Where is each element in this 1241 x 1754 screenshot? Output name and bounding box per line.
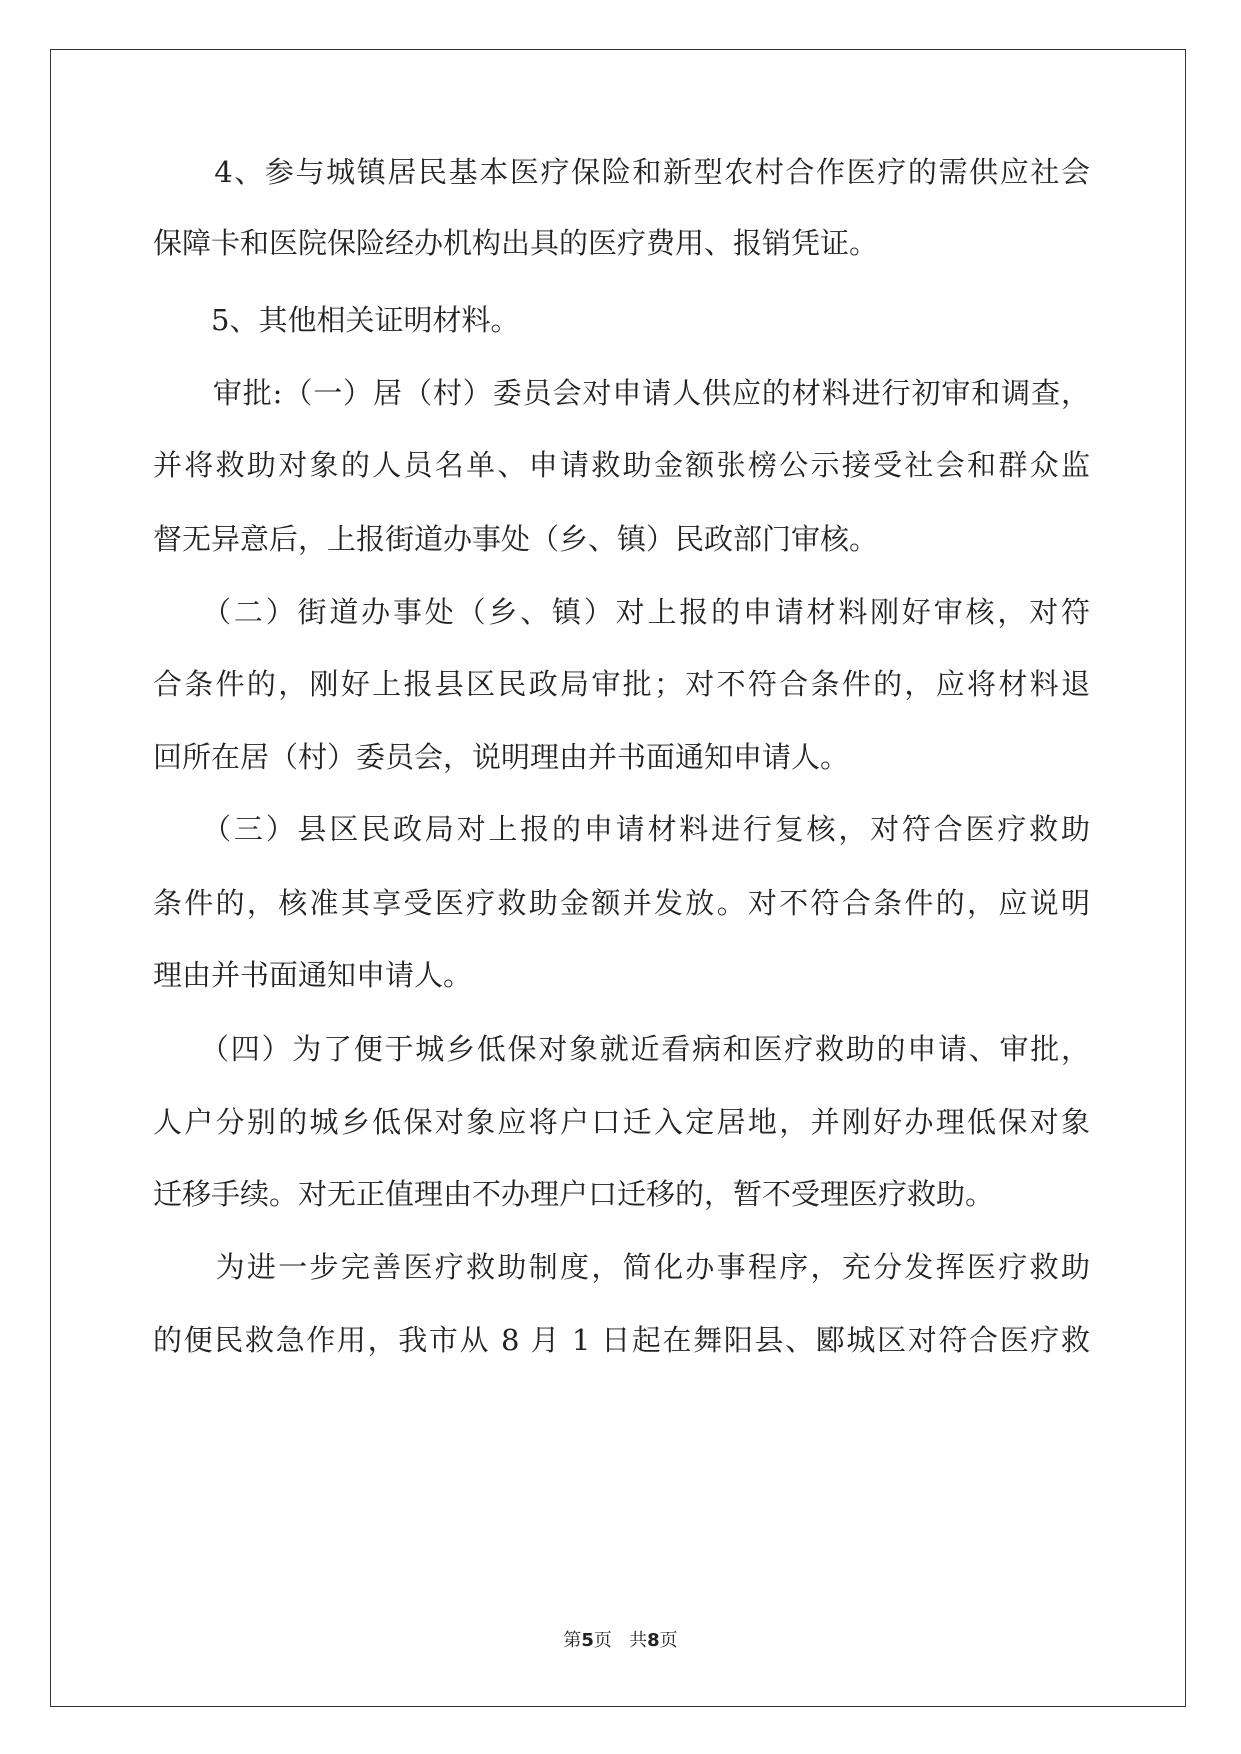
text-line: 的便民救急作用，我市从 8 月 1 日起在舞阳县、郾城区对符合医疗救 [153,1323,1090,1357]
page-border [50,49,1186,1707]
footer-total-pages: 8 [647,1630,660,1651]
footer-total-prefix: 共 [629,1630,648,1651]
text-line: 迁移手续。对无正值理由不办理户口迁移的，暂不受理医疗救助。 [153,1177,995,1211]
text-line: 审批:（一）居（村）委员会对申请人供应的材料进行初审和调查， [153,376,1090,410]
text-line: 回所在居（村）委员会，说明理由并书面通知申请人。 [153,740,850,774]
text-line: 督无异意后，上报街道办事处（乡、镇）民政部门审核。 [153,522,879,556]
text-line: 合条件的，刚好上报县区民政局审批；对不符合条件的，应将材料退 [153,667,1090,701]
page-footer [0,1629,1241,1653]
footer-page-suffix: 页 [593,1630,612,1651]
text-line: 保障卡和医院保险经办机构出具的医疗费用、报销凭证。 [153,226,879,260]
text-line: 理由并书面通知申请人。 [153,958,473,992]
text-line: 条件的，核准其享受医疗救助金额并发放。对不符合条件的，应说明 [153,886,1090,920]
text-line: 为进一步完善医疗救助制度，简化办事程序，充分发挥医疗救助 [153,1250,1090,1284]
text-line: 5、其他相关证明材料。 [153,303,520,337]
text-line: （四）为了便于城乡低保对象就近看病和医疗救助的申请、审批， [153,1032,1090,1066]
text-line: 4、参与城镇居民基本医疗保险和新型农村合作医疗的需供应社会 [153,155,1090,189]
text-line: 人户分别的城乡低保对象应将户口迁入定居地，并刚好办理低保对象 [153,1105,1090,1139]
text-line: （二）街道办事处（乡、镇）对上报的申请材料刚好审核，对符 [153,595,1090,629]
text-line: 并将救助对象的人员名单、申请救助金额张榜公示接受社会和群众监 [153,448,1090,482]
text-line: （三）县区民政局对上报的申请材料进行复核，对符合医疗救助 [153,812,1090,846]
footer-page-number: 5 [581,1630,594,1651]
footer-prefix: 第 [563,1630,582,1651]
footer-total-suffix: 页 [659,1630,678,1651]
